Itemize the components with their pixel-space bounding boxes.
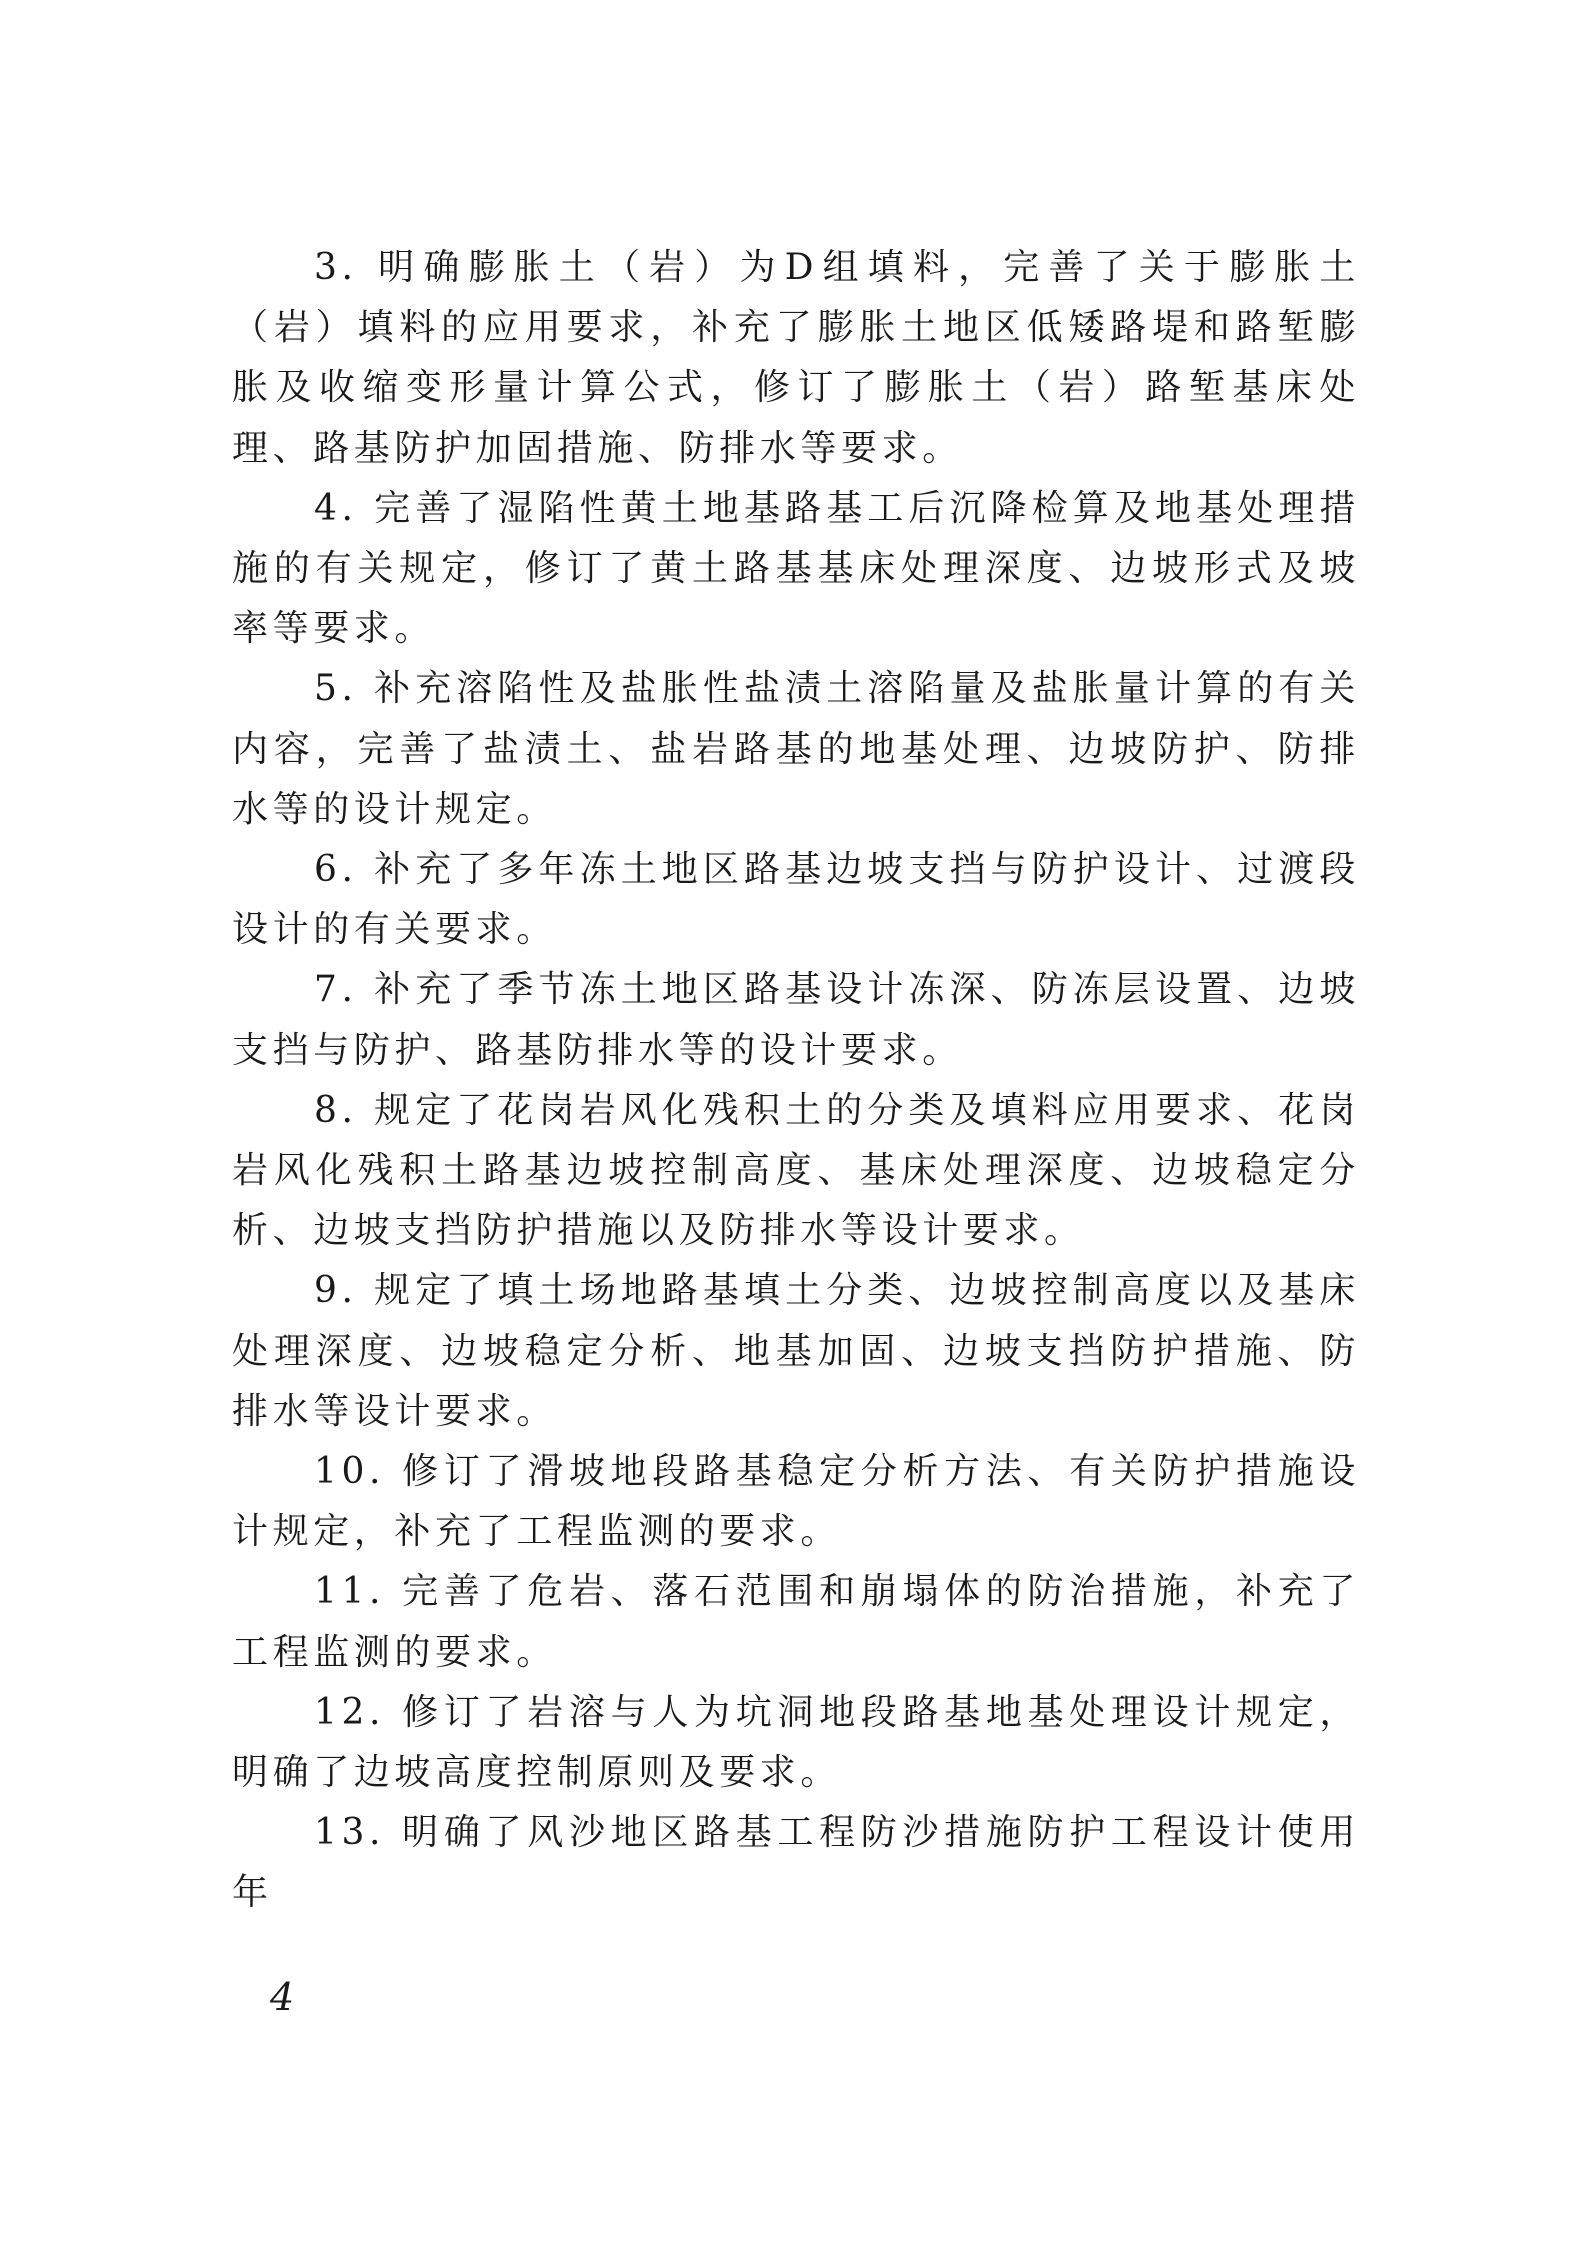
paragraph-item-8: 8. 规定了花岗岩风化残积土的分类及填料应用要求、花岗岩风化残积土路基边坡控制高度、基床处理深度、边坡稳定分析、边坡支挡防护措施以及防排水等设计要求。 — [232, 1089, 1360, 1252]
paragraph-item-7: 7. 补充了季节冻土地区路基设计冻深、防冻层设置、边坡支挡与防护、路基防排水等的设计要求。 — [232, 969, 1360, 1071]
paragraph-item-11: 11. 完善了危岩、落石范围和崩塌体的防治措施，补充了工程监测的要求。 — [232, 1571, 1360, 1673]
paragraph-item-13: 13. 明确了风沙地区路基工程防沙措施防护工程设计使用年 — [232, 1812, 1360, 1914]
paragraph-item-10: 10. 修订了滑坡地段路基稳定分析方法、有关防护措施设计规定，补充了工程监测的要求。 — [232, 1451, 1360, 1553]
paragraph-item-9: 9. 规定了填土场地路基填土分类、边坡控制高度以及基床处理深度、边坡稳定分析、地基加固、边坡支挡防护措施、防排水等设计要求。 — [232, 1270, 1360, 1432]
paragraph-item-12: 12. 修订了岩溶与人为坑洞地段路基地基处理设计规定，明确了边坡高度控制原则及要求。 — [232, 1691, 1360, 1794]
paragraph-item-5: 5. 补充溶陷性及盐胀性盐渍土溶陷量及盐胀量计算的有关内容，完善了盐渍土、盐岩路基的地基处理、边坡防护、防排水等的设计规定。 — [232, 668, 1360, 830]
body-text — [232, 238, 1360, 1924]
paragraph-item-6: 6. 补充了多年冻土地区路基边坡支挡与防护设计、过渡段设计的有关要求。 — [232, 849, 1360, 951]
paragraph-item-3: 3. 明确膨胀土（岩）为D组填料，完善了关于膨胀土（岩）填料的应用要求，补充了膨胀土地区低矮路堤和路堑膨胀及收缩变形量计算公式，修订了膨胀土（岩）路堑基床处理、路基防护加固措施、防排水等要求。 — [232, 247, 1360, 469]
paragraph-item-4: 4. 完善了湿陷性黄土地基路基工后沉降检算及地基处理措施的有关规定，修订了黄土路基基床处理深度、边坡形式及坡率等要求。 — [232, 487, 1360, 650]
page-number: 4 — [270, 1975, 295, 2019]
